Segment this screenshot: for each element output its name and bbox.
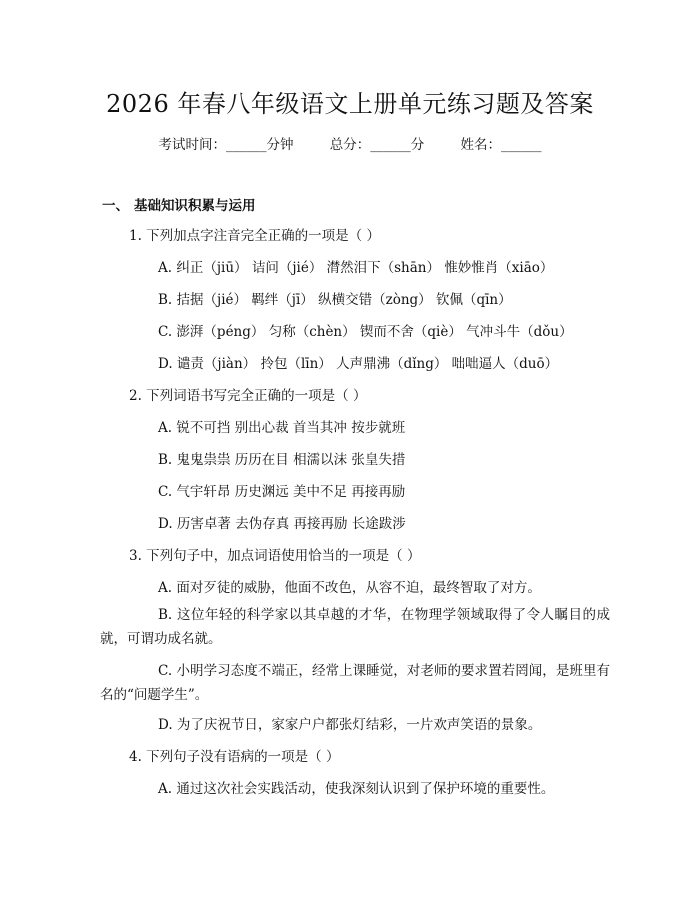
exam-time-field: 考试时间：______分钟 — [158, 137, 294, 153]
question-option: C. 小明学习态度不端正，经常上课睡觉，对老师的要求置若罔闻，是班里有名的“问题学生”。 — [100, 663, 610, 703]
exam-info-line — [0, 133, 700, 153]
question-option: B. 鬼鬼祟祟 历历在目 相濡以沫 张皇失措 — [158, 452, 406, 468]
question-option: D. 历害卓著 去伪存真 再接再励 长途跋涉 — [158, 516, 406, 532]
page-title: 2026 年春八年级语文上册单元练习题及答案 — [106, 90, 594, 118]
question-option: A. 锐不可挡 别出心裁 首当其冲 按步就班 — [158, 420, 406, 436]
question-option: C. 气宇轩昂 历史渊远 美中不足 再接再励 — [158, 484, 406, 500]
total-score-field: 总分：______分 — [329, 137, 425, 153]
section-label: 基础知识积累与运用 — [134, 198, 256, 214]
question-option: B. 拮据（jié） 羁绊（jī） 纵横交错（zòng） 钦佩（qīn） — [158, 292, 512, 308]
section-heading — [102, 194, 256, 214]
student-name-field: 姓名：______ — [460, 137, 542, 153]
question-stem: 4. 下列句子没有语病的一项是（ ） — [129, 749, 340, 765]
question-option: A. 纠正（jiū） 诘问（jié） 潸然泪下（shān） 惟妙惟肖（xiāo） — [158, 260, 554, 276]
question-stem: 3. 下列句子中，加点词语使用恰当的一项是（ ） — [129, 548, 421, 564]
question-option: C. 澎湃（péng） 匀称（chèn） 锲而不舍（qiè） 气冲斗牛（dǒu） — [158, 324, 573, 340]
section-number: 一、 — [102, 198, 129, 214]
question-option: A. 通过这次社会实践活动，使我深刻认识到了保护环境的重要性。 — [158, 781, 555, 797]
question-stem: 2. 下列词语书写完全正确的一项是（ ） — [129, 388, 367, 404]
question-stem: 1. 下列加点字注音完全正确的一项是（ ） — [129, 228, 380, 244]
question-option: D. 谴责（jiàn） 拎包（līn） 人声鼎沸（dǐng） 咄咄逼人（duō） — [158, 356, 559, 372]
question-option: B. 这位年轻的科学家以其卓越的才华，在物理学领域取得了令人瞩目的成就，可谓功成名就。 — [100, 607, 610, 647]
question-option: A. 面对歹徒的威胁，他面不改色，从容不迫，最终智取了对方。 — [158, 580, 541, 596]
question-option: D. 为了庆祝节日，家家户户都张灯结彩，一片欢声笑语的景象。 — [158, 717, 542, 733]
